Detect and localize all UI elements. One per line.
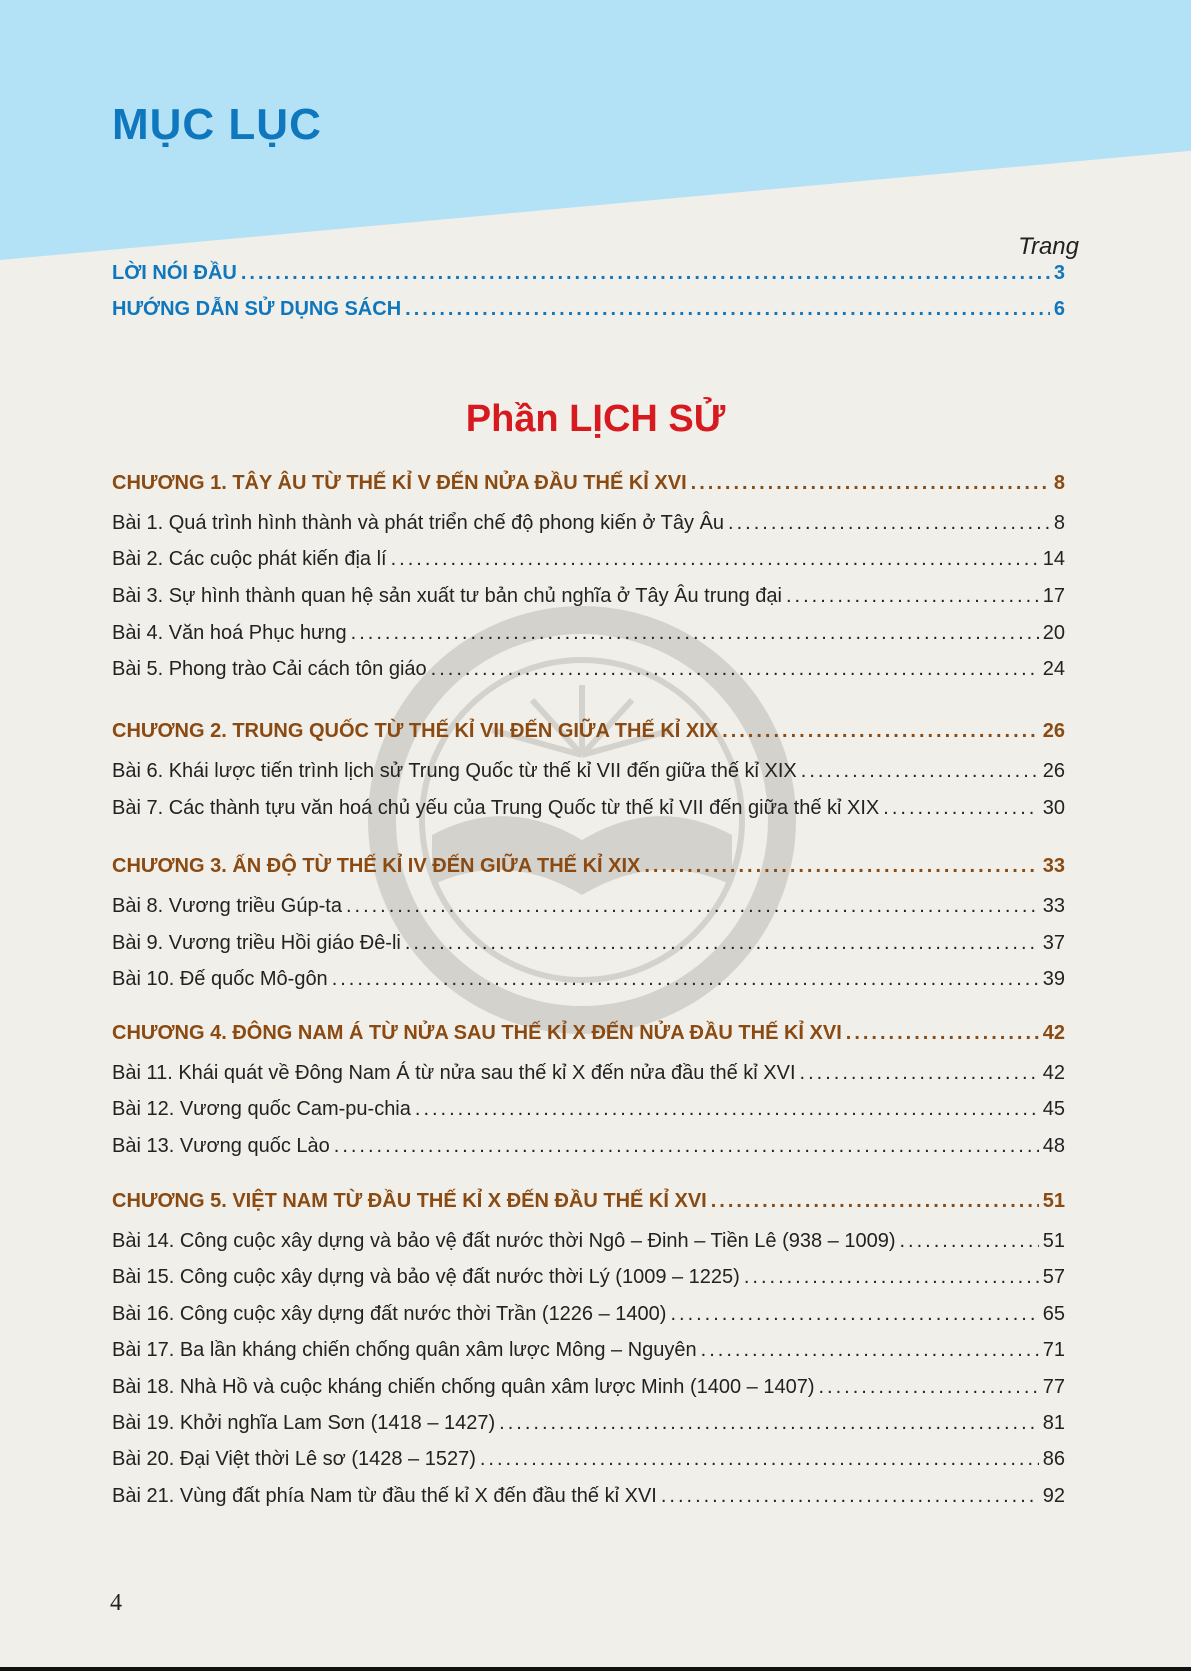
dot-leader xyxy=(431,658,1039,681)
dot-leader xyxy=(883,797,1038,820)
dot-leader xyxy=(499,1412,1039,1435)
dot-leader xyxy=(405,298,1050,321)
page-title: MỤC LỤC xyxy=(112,100,322,149)
dot-leader xyxy=(241,262,1050,285)
dot-leader xyxy=(346,895,1039,918)
toc-lesson-1[interactable] xyxy=(112,512,1065,542)
dot-leader xyxy=(900,1230,1039,1253)
toc-page-number: 26 xyxy=(1042,720,1065,742)
dot-leader xyxy=(332,968,1039,991)
page-number: 4 xyxy=(110,1590,122,1616)
toc-lesson-21[interactable] xyxy=(112,1485,1065,1515)
lesson-title: Bài 1. Quá trình hình thành và phát triển chế độ phong kiến ở Tây Âu xyxy=(112,512,725,534)
toc-lesson-11[interactable] xyxy=(112,1062,1065,1092)
toc-page-number: 81 xyxy=(1042,1412,1065,1434)
toc-chapter-5[interactable] xyxy=(112,1190,1065,1220)
dot-leader xyxy=(415,1098,1039,1121)
lesson-title: Bài 13. Vương quốc Lào xyxy=(112,1135,330,1157)
toc-page-number: 3 xyxy=(1053,262,1065,284)
lesson-title: Bài 2. Các cuộc phát kiến địa lí xyxy=(112,548,387,570)
lesson-title: Bài 18. Nhà Hồ và cuộc kháng chiến chống quân xâm lược Minh (1400 – 1407) xyxy=(112,1376,815,1398)
toc-lesson-17[interactable] xyxy=(112,1339,1065,1369)
dot-leader xyxy=(351,622,1039,645)
toc-page-number: 51 xyxy=(1042,1190,1065,1212)
toc-page-number: 42 xyxy=(1042,1022,1065,1044)
toc-page-number: 30 xyxy=(1042,797,1065,819)
toc-page-number: 6 xyxy=(1053,298,1065,320)
toc-chapter-4[interactable] xyxy=(112,1022,1065,1052)
toc-page-number: 33 xyxy=(1042,895,1065,917)
toc-lesson-6[interactable] xyxy=(112,760,1065,790)
chapter-title: CHƯƠNG 2. TRUNG QUỐC TỪ THẾ KỈ VII ĐẾN GIỮA THẾ KỈ XIX xyxy=(112,720,719,742)
toc-lesson-15[interactable] xyxy=(112,1266,1065,1296)
dot-leader xyxy=(722,720,1039,743)
toc-page-number: 86 xyxy=(1042,1448,1065,1470)
dot-leader xyxy=(391,548,1039,571)
toc-page-number: 24 xyxy=(1042,658,1065,680)
lesson-title: Bài 12. Vương quốc Cam-pu-chia xyxy=(112,1098,411,1120)
toc-page-number: 17 xyxy=(1042,585,1065,607)
lesson-title: Bài 20. Đại Việt thời Lê sơ (1428 – 1527) xyxy=(112,1448,476,1470)
toc-page-number: 92 xyxy=(1042,1485,1065,1507)
toc-page-number: 20 xyxy=(1042,622,1065,644)
lesson-title: Bài 7. Các thành tựu văn hoá chủ yếu của Trung Quốc từ thế kỉ VII đến giữa thế kỉ XIX xyxy=(112,797,880,819)
toc-lesson-12[interactable] xyxy=(112,1098,1065,1128)
lesson-title: Bài 16. Công cuộc xây dựng đất nước thời Trần (1226 – 1400) xyxy=(112,1303,667,1325)
toc-page-number: 65 xyxy=(1042,1303,1065,1325)
toc-page-number: 8 xyxy=(1053,512,1065,534)
toc-page-number: 77 xyxy=(1042,1376,1065,1398)
dot-leader xyxy=(480,1448,1039,1471)
toc-entry-title: HƯỚNG DẪN SỬ DỤNG SÁCH xyxy=(112,298,402,320)
toc-lesson-13[interactable] xyxy=(112,1135,1065,1165)
lesson-title: Bài 5. Phong trào Cải cách tôn giáo xyxy=(112,658,427,680)
toc-front-matter-preface[interactable] xyxy=(112,262,1065,292)
toc-page-number: 37 xyxy=(1042,932,1065,954)
toc-lesson-20[interactable] xyxy=(112,1448,1065,1478)
lesson-title: Bài 3. Sự hình thành quan hệ sản xuất tư bản chủ nghĩa ở Tây Âu trung đại xyxy=(112,585,782,607)
toc-page-number: 57 xyxy=(1042,1266,1065,1288)
toc-lesson-8[interactable] xyxy=(112,895,1065,925)
toc-page-number: 51 xyxy=(1042,1230,1065,1252)
lesson-title: Bài 8. Vương triều Gúp-ta xyxy=(112,895,342,917)
lesson-title: Bài 4. Văn hoá Phục hưng xyxy=(112,622,347,644)
dot-leader xyxy=(711,1190,1039,1213)
toc-page-number: 39 xyxy=(1042,968,1065,990)
toc-lesson-18[interactable] xyxy=(112,1376,1065,1406)
toc-lesson-5[interactable] xyxy=(112,658,1065,688)
dot-leader xyxy=(846,1022,1039,1045)
lesson-title: Bài 14. Công cuộc xây dựng và bảo vệ đất nước thời Ngô – Đinh – Tiền Lê (938 – 1009) xyxy=(112,1230,896,1252)
lesson-title: Bài 17. Ba lần kháng chiến chống quân xâm lược Mông – Nguyên xyxy=(112,1339,697,1361)
toc-page-number: 48 xyxy=(1042,1135,1065,1157)
toc-page-number: 71 xyxy=(1042,1339,1065,1361)
chapter-title: CHƯƠNG 1. TÂY ÂU TỪ THẾ KỈ V ĐẾN NỬA ĐẦU THẾ KỈ XVI xyxy=(112,472,687,494)
dot-leader xyxy=(800,1062,1039,1085)
dot-leader xyxy=(728,512,1050,535)
lesson-title: Bài 10. Đế quốc Mô-gôn xyxy=(112,968,328,990)
dot-leader xyxy=(691,472,1050,495)
toc-lesson-16[interactable] xyxy=(112,1303,1065,1333)
lesson-title: Bài 11. Khái quát về Đông Nam Á từ nửa sau thế kỉ X đến nửa đầu thế kỉ XVI xyxy=(112,1062,796,1084)
toc-lesson-10[interactable] xyxy=(112,968,1065,998)
toc-lesson-7[interactable] xyxy=(112,797,1065,827)
bottom-rule xyxy=(0,1667,1191,1671)
chapter-title: CHƯƠNG 4. ĐÔNG NAM Á TỪ NỬA SAU THẾ KỈ X ĐẾN NỬA ĐẦU THẾ KỈ XVI xyxy=(112,1022,842,1044)
toc-entry-title: LỜI NÓI ĐẦU xyxy=(112,262,237,284)
toc-chapter-2[interactable] xyxy=(112,720,1065,750)
lesson-title: Bài 19. Khởi nghĩa Lam Sơn (1418 – 1427) xyxy=(112,1412,496,1434)
dot-leader xyxy=(786,585,1039,608)
lesson-title: Bài 21. Vùng đất phía Nam từ đầu thế kỉ X đến đầu thế kỉ XVI xyxy=(112,1485,657,1507)
lesson-title: Bài 6. Khái lược tiến trình lịch sử Trung Quốc từ thế kỉ VII đến giữa thế kỉ XIX xyxy=(112,760,797,782)
toc-page-number: 14 xyxy=(1042,548,1065,570)
toc-lesson-4[interactable] xyxy=(112,622,1065,652)
dot-leader xyxy=(744,1266,1039,1289)
toc-page-number: 26 xyxy=(1042,760,1065,782)
toc-page-number: 33 xyxy=(1042,855,1065,877)
toc-lesson-9[interactable] xyxy=(112,932,1065,962)
toc-page-number: 42 xyxy=(1042,1062,1065,1084)
part-title: Phần LỊCH SỬ xyxy=(465,398,726,440)
dot-leader xyxy=(701,1339,1039,1362)
dot-leader xyxy=(644,855,1038,878)
lesson-title: Bài 9. Vương triều Hồi giáo Đê-li xyxy=(112,932,401,954)
toc-lesson-3[interactable] xyxy=(112,585,1065,615)
toc-page-number: 8 xyxy=(1053,472,1065,494)
toc-lesson-14[interactable] xyxy=(112,1230,1065,1260)
dot-leader xyxy=(334,1135,1039,1158)
toc-front-matter-guide[interactable] xyxy=(112,298,1065,328)
chapter-title: CHƯƠNG 5. VIỆT NAM TỪ ĐẦU THẾ KỈ X ĐẾN ĐẦU THẾ KỈ XVI xyxy=(112,1190,707,1212)
toc-chapter-3[interactable] xyxy=(112,855,1065,885)
page-column-label: Trang xyxy=(1018,233,1079,260)
chapter-title: CHƯƠNG 3. ẤN ĐỘ TỪ THẾ KỈ IV ĐẾN GIỮA THẾ KỈ XIX xyxy=(112,855,641,877)
dot-leader xyxy=(670,1303,1038,1326)
dot-leader xyxy=(818,1376,1038,1399)
toc-lesson-2[interactable] xyxy=(112,548,1065,578)
dot-leader xyxy=(801,760,1039,783)
dot-leader xyxy=(661,1485,1039,1508)
dot-leader xyxy=(405,932,1039,955)
lesson-title: Bài 15. Công cuộc xây dựng và bảo vệ đất nước thời Lý (1009 – 1225) xyxy=(112,1266,740,1288)
toc-lesson-19[interactable] xyxy=(112,1412,1065,1442)
toc-page-number: 45 xyxy=(1042,1098,1065,1120)
toc-chapter-1[interactable] xyxy=(112,472,1065,502)
